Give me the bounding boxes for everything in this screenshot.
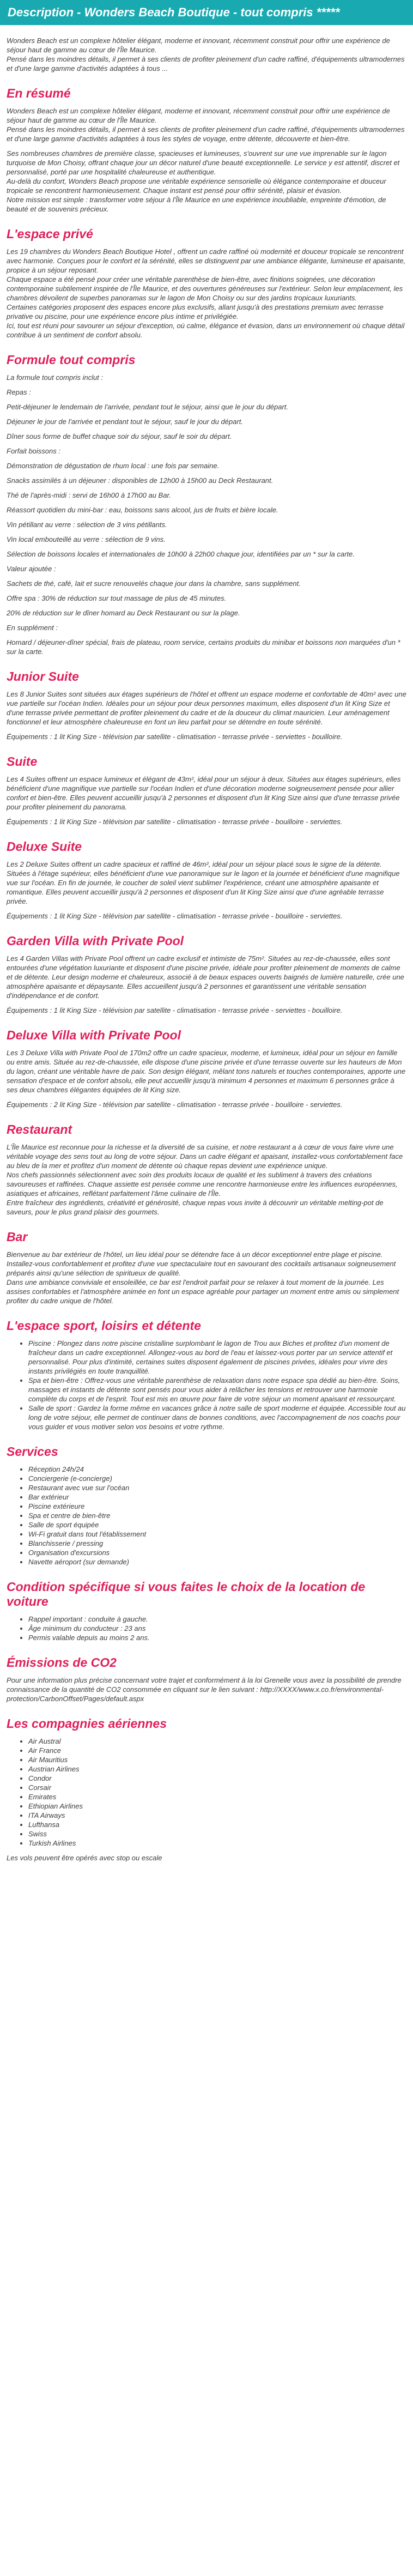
section-paragraph <box>7 402 406 412</box>
section-paragraph <box>7 579 406 588</box>
content <box>0 36 413 1863</box>
airline-item: • Emirates <box>28 1792 406 1801</box>
paragraph-line: Les 2 Deluxe Suites offrent un cadre spacieux et raffiné de 46m², idéal pour un séjour placé sous le signe de la détente. Situées à l'étage supérieur, elles bénéficient d'une vue panoramique sur le lagon et la journée et bénéficient d'une magnifique vue sur l'océan. En fin de journée, le coucher de soleil vient sublimer l'expérience, créant une atmosphère apaisante et romantique. Elles peuvent accueillir jusqu'à 2 personnes et disposent d'un lit King Size ainsi que d'une agréable terrasse privée. <box>7 860 400 905</box>
paragraph-line: Démonstration de dégustation de rhum local : une fois par semaine. <box>7 462 220 470</box>
section-heading: Restaurant <box>7 1122 72 1136</box>
service-item: • Organisation d'excursions <box>28 1548 406 1557</box>
paragraph-line: Certaines catégories proposent des espaces encore plus exclusifs, allant jusqu'à des prestations premium avec terrasse privative ou piscine, pour une expérience encore plus intime et privilégiée. <box>7 303 384 321</box>
section-paragraph <box>7 690 406 727</box>
paragraph-line: Les 19 chambres du Wonders Beach Boutique Hotel , offrent un cadre raffiné où modernité et douceur tropicale se rencontrent avec harmonie. Conçues pour le confort et la sérénité, elles se distinguent par une ambiance élégante, lumineuse et apaisante, propice à un séjour reposant. <box>7 247 406 274</box>
section-paragraph <box>7 1100 406 1109</box>
paragraph-line: Offre spa : 30% de réduction sur tout massage de plus de 45 minutes. <box>7 594 227 602</box>
airline-item: • Ethiopian Airlines <box>28 1801 406 1811</box>
paragraph-line: Repas : <box>7 388 31 396</box>
section-paragraph <box>7 149 406 214</box>
airlines-heading: Les compagnies aériennes <box>7 1716 167 1731</box>
section-paragraph <box>7 476 406 485</box>
section-paragraph <box>7 1006 406 1015</box>
paragraph-line: Homard / déjeuner-dîner spécial, frais de plateau, room service, certains produits du minibar et boissons non marquées d'un * sur la carte. <box>7 638 400 656</box>
conditions-heading: Condition spécifique si vous faites le choix de la location de voiture <box>7 1580 366 1609</box>
service-item: • Navette aéroport (sur demande) <box>28 1557 406 1567</box>
section-heading: Garden Villa with Private Pool <box>7 934 184 948</box>
airline-item: • Corsair <box>28 1783 406 1792</box>
paragraph-line: Chaque espace a été pensé pour créer une véritable parenthèse de bien-être, avec finitions soignées, une décoration contemporaine subtilement inspirée de l'Île Maurice, et des ouvertures généreuses sur l'extérieur. Selon leur emplacement, les chambres dévoilent de superbes panoramas sur le lagon de Mon Choisy ou sur des jardins tropicaux luxuriants. <box>7 275 403 302</box>
section-paragraph <box>7 1250 406 1305</box>
service-item: • Conciergerie (e-concierge) <box>28 1474 406 1483</box>
airline-item: • Air France <box>28 1746 406 1755</box>
paragraph-line: Ici, tout est réuni pour savourer un séjour d'exception, où calme, élégance et évasion, dans un environnement où chaque détail contribue à un sentiment de confort absolu. <box>7 322 405 339</box>
service-item: • Réception 24h/24 <box>28 1465 406 1474</box>
section-paragraph <box>7 417 406 426</box>
sports-item: • Spa et bien-être : Offrez-vous une véritable parenthèse de relaxation dans notre espace spa dédié au bien-être. Soins, massages et instants de détente sont pensés pour vous aider à relâcher les tensions et retrouver une harmonie complète du corps et de l'esprit. Tout est mis en œuvre pour faire de votre séjour un moment apaisant et ressourçant. <box>28 1376 406 1404</box>
condition-item: • Rappel important : conduite à gauche. <box>28 1614 406 1624</box>
paragraph-line: Ses nombreuses chambres de première classe, spacieuses et lumineuses, s'ouvrent sur une vue imprenable sur le lagon turquoise de Mon Choisy, offrant chaque jour un décor naturel d'une beauté exceptionnelle. Le service y est attentif, discret et personnalisé, porté par une hospitalité chaleureuse et authentique. <box>7 149 400 176</box>
section-paragraph <box>7 732 406 741</box>
section-paragraph <box>7 564 406 573</box>
paragraph-line: Réassort quotidien du mini-bar : eau, boissons sans alcool, jus de fruits et bière locale. <box>7 506 278 514</box>
airline-item: • Air Mauritius <box>28 1755 406 1764</box>
section-paragraph <box>7 461 406 470</box>
service-item: • Restaurant avec vue sur l'océan <box>28 1483 406 1492</box>
paragraph-line: Vin pétillant au verre : sélection de 3 vins pétillants. <box>7 521 167 529</box>
section-paragraph <box>7 373 406 382</box>
paragraph-line: L'Île Maurice est reconnue pour la richesse et la diversité de sa cuisine, et notre restaurant a à cœur de vous faire vivre une véritable voyage des sens tout au long de votre séjour. Dans un cadre élégant et apaisant, installez-vous confortablement face au bleu de la mer et profitez d'un moment de détente où chaque repas devient une expérience unique. <box>7 1143 403 1170</box>
paragraph-line: Équipements : 1 lit King Size - télévision par satellite - climatisation - terrasse privée - bouilloire - serviettes. <box>7 912 343 920</box>
section-paragraph <box>7 388 406 397</box>
airline-item: • Swiss <box>28 1829 406 1839</box>
service-item: • Bar extérieur <box>28 1492 406 1502</box>
section-heading: Bar <box>7 1230 28 1244</box>
sports-list <box>7 1339 406 1431</box>
section-paragraph <box>7 505 406 515</box>
section-heading: En résumé <box>7 86 71 100</box>
section-paragraph <box>7 594 406 603</box>
paragraph-line: Snacks assimilés à un déjeuner : disponibles de 12h00 à 15h00 au Deck Restaurant. <box>7 476 274 485</box>
section-paragraph <box>7 1142 406 1217</box>
section-paragraph <box>7 860 406 906</box>
section-paragraph <box>7 775 406 812</box>
section-heading: Deluxe Villa with Private Pool <box>7 1028 181 1042</box>
paragraph-line: Sachets de thé, café, lait et sucre renouvelés chaque jour dans la chambre, sans supplément. <box>7 579 301 588</box>
airlines-list <box>7 1737 406 1848</box>
service-item: • Spa et centre de bien-être <box>28 1511 406 1520</box>
service-item: • Salle de sport équipée <box>28 1520 406 1529</box>
sections <box>7 86 406 1305</box>
paragraph-line: Dîner sous forme de buffet chaque soir du séjour, sauf le soir du départ. <box>7 432 232 440</box>
paragraph-line: Équipements : 1 lit King Size - télévision par satellite - climatisation - terrasse privée - bouilloire - serviettes. <box>7 818 343 826</box>
paragraph-line: Équipements : 1 lit King Size - télévision par satellite - climatisation - terrasse privée - serviettes - bouilloire. <box>7 1006 343 1014</box>
airline-item: • Condor <box>28 1774 406 1783</box>
section-heading: Suite <box>7 754 38 769</box>
condition-item: • Permis valable depuis au moins 2 ans. <box>28 1633 406 1642</box>
paragraph-line: Déjeuner le jour de l'arrivée et pendant tout le séjour, sauf le jour du départ. <box>7 418 243 426</box>
section-paragraph <box>7 623 406 632</box>
sports-item: • Salle de sport : Gardez la forme même en vacances grâce à notre salle de sport moderne et équipée. Accessible tout au long de votre séjour, elle permet de continuer dans de bonnes conditions, avec l'accompagnement de nos coachs pour vous guider et vous motiver selon vos besoins et votre rythme. <box>28 1404 406 1431</box>
paragraph-line: Les 8 Junior Suites sont situées aux étages supérieurs de l'hôtel et offrent un espace moderne et confortable de 40m² avec une vue partielle sur l'océan Indien. Idéales pour un séjour pour deux personnes maximum, elles disposent d'un lit King Size et d'une terrasse privée permettant de profiter pleinement du cadre et de la douceur du climat mauricien. Leur aménagement fonctionnel et leur atmosphère chaleureuse en font un lieu parfait pour se détendre en toute sérénité. <box>7 690 406 726</box>
paragraph-line: Bienvenue au bar extérieur de l'hôtel, un lieu idéal pour se détendre face à un décor exceptionnel entre plage et piscine. Installez-vous confortablement et profitez d'une vue spectaculaire tout en savourant des cocktails artisanaux soigneusement préparés ainsi qu'une sélection de spiritueux de qualité. <box>7 1250 396 1277</box>
conditions-list <box>7 1614 406 1642</box>
paragraph-line: 20% de réduction sur le dîner homard au Deck Restaurant ou sur la plage. <box>7 609 240 617</box>
section-paragraph <box>7 446 406 456</box>
paragraph-line: Petit-déjeuner le lendemain de l'arrivée, pendant tout le séjour, ainsi que le jour du départ. <box>7 403 289 411</box>
section-paragraph <box>7 911 406 921</box>
section-heading: Junior Suite <box>7 669 79 684</box>
airline-item: • Austrian Airlines <box>28 1764 406 1774</box>
section-paragraph <box>7 817 406 826</box>
sports-item: • Piscine : Plongez dans notre piscine cristalline surplombant le lagon de Trou aux Biches et profitez d'un moment de fraîcheur dans un cadre exceptionnel. Allongez-vous au bord de l'eau et laissez-vous porter par un service attentif et personnalisé. Pour plus d'intimité, certaines suites disposent également de piscines privées, idéales pour vivre des instants privilégiés en toute tranquillité. <box>28 1339 406 1376</box>
paragraph-line: Vin local embouteillé au verre : sélection de 9 vins. <box>7 535 166 543</box>
section-paragraph <box>7 954 406 1000</box>
section-paragraph <box>7 106 406 143</box>
section-heading: L'espace privé <box>7 227 93 241</box>
section-paragraph <box>7 491 406 500</box>
page-title: Description - Wonders Beach Boutique - tout compris ***** <box>0 0 413 25</box>
section-paragraph <box>7 549 406 559</box>
intro-line: Pensé dans les moindres détails, il permet à ses clients de profiter pleinement d'un cadre raffiné, d'équipements ultramodernes et d'une large gamme d'activités adaptées à tous ... <box>7 55 405 72</box>
paragraph-line: Nos chefs passionnés sélectionnent avec soin des produits locaux de qualité et les subliment à travers des créations savoureuses et raffinées. Chaque assiette est pensée comme une rencontre harmonieuse entre les influences européennes, asiatiques et africaines, reflétant parfaitement l'âme culinaire de l'Île. <box>7 1171 398 1198</box>
section-paragraph <box>7 535 406 544</box>
paragraph-line: Thé de l'après-midi : servi de 16h00 à 17h00 au Bar. <box>7 491 171 499</box>
paragraph-line: Les 3 Deluxe Villa with Private Pool de 170m2 offre un cadre spacieux, moderne, et lumineux, idéal pour un séjour en famille ou entre amis. Située au rez-de-chaussée, elle dispose d'une piscine privée et d'une terrasse ouverte sur les hauteurs de Mon du lagon, créant une véritable havre de paix. Son design élégant, mêlant tons naturels et touches contemporaines, apporte une sensation d'espace et de confort absolu, elle peut accueillir jusqu'à minimum 4 personnes et maximum 6 personnes grâce à ses deux chambres élégantes équipées de lit King size. <box>7 1049 406 1094</box>
service-item: • Piscine extérieure <box>28 1502 406 1511</box>
paragraph-line: Wonders Beach est un complexe hôtelier élégant, moderne et innovant, récemment construit pour offrir une expérience de séjour haut de gamme au cœur de l'Île Maurice. <box>7 107 390 124</box>
section-paragraph <box>7 638 406 656</box>
paragraph-line: La formule tout compris inclut : <box>7 373 104 382</box>
section-heading: Deluxe Suite <box>7 839 82 854</box>
paragraph-line: Forfait boissons : <box>7 447 60 455</box>
section-paragraph <box>7 608 406 618</box>
airlines-footer: Les vols peuvent être opérés avec stop ou escale <box>7 1854 162 1862</box>
co2-heading: Émissions de CO2 <box>7 1655 117 1670</box>
section-heading: Formule tout compris <box>7 353 136 367</box>
paragraph-line: Entre fraîcheur des ingrédients, créativité et générosité, chaque repas vous invite à découvrir un véritable melting-pot de saveurs, pour le plus grand plaisir des gourmets. <box>7 1199 384 1216</box>
airline-item: • Air Austral <box>28 1737 406 1746</box>
sports-heading: L'espace sport, loisirs et détente <box>7 1319 201 1333</box>
paragraph-line: Les 4 Suites offrent un espace lumineux et élégant de 43m², idéal pour un séjour à deux. Situées aux étages supérieurs, elles bénéficient d'une magnifique vue partielle sur l'océan Indien et d'une décoration moderne soigneusement pensée pour allier confort et bien-être. Elles peuvent accueillir jusqu'à 2 personnes et disposent d'un lit King Size ainsi que d'une terrasse privée pour profiter pleinement du panorama. <box>7 775 401 811</box>
airline-item: • Lufthansa <box>28 1820 406 1829</box>
service-item: • Wi-Fi gratuit dans tout l'établissement <box>28 1529 406 1539</box>
paragraph-line: Équipements : 1 lit King Size - télévision par satellite - climatisation - terrasse privée - serviettes - bouilloire. <box>7 733 343 741</box>
section-paragraph <box>7 1048 406 1095</box>
services-heading: Services <box>7 1444 58 1459</box>
section-paragraph <box>7 520 406 529</box>
condition-item: • Âge minimum du conducteur : 23 ans <box>28 1624 406 1633</box>
service-item: • Blanchisserie / pressing <box>28 1539 406 1548</box>
section-paragraph <box>7 432 406 441</box>
paragraph-line: Valeur ajoutée : <box>7 565 56 573</box>
intro-line: Wonders Beach est un complexe hôtelier élégant, moderne et innovant, récemment construit pour offrir une expérience de séjour haut de gamme au cœur de l'Île Maurice. <box>7 37 390 54</box>
airline-item: • ITA Airways <box>28 1811 406 1820</box>
airline-item: • Turkish Airlines <box>28 1839 406 1848</box>
paragraph-line: En supplément : <box>7 624 58 632</box>
paragraph-line: Au-delà du confort, Wonders Beach propose une véritable expérience sensorielle où élégance contemporaine et douceur tropicale se rencontrent harmonieusement. Chaque instant est pensé pour offrir sérénité, plaisir et évasion. <box>7 177 386 195</box>
section-paragraph <box>7 247 406 340</box>
paragraph-line: Dans une ambiance conviviale et ensoleillée, ce bar est l'endroit parfait pour se relaxer à tout moment de la journée. Les assises confortables et l'atmosphère animée en font un espace agréable pour partager un moment entre amis ou simplement profiter du cadre unique de l'hôtel. <box>7 1278 399 1305</box>
paragraph-line: Sélection de boissons locales et internationales de 10h00 à 22h00 chaque jour, identifiées par un * sur la carte. <box>7 550 355 558</box>
paragraph-line: Pensé dans les moindres détails, il permet à ses clients de profiter pleinement d'un cadre raffiné, d'équipements ultramodernes et d'une large gamme d'activités adaptées à tous les styles de voyage, entre détente, découverte et bien-être. <box>7 125 405 143</box>
intro-text <box>7 36 406 73</box>
paragraph-line: Les 4 Garden Villas with Private Pool offrent un cadre exclusif et intimiste de 75m². Situées au rez-de-chaussée, elles sont entourées d'une végétation luxuriante et disposent d'une piscine privée, idéale pour profiter pleinement de moments de calme et de détente. Leur design moderne et chaleureux, associé à de beaux espaces ouverts baignés de lumière naturelle, crée une atmosphère apaisante et dépaysante. Elles accueillent jusqu'à 2 personnes et garantissent une véritable sensation d'indépendance et de confort. <box>7 954 404 1000</box>
services-list <box>7 1465 406 1567</box>
paragraph-line: Équipements : 2 lit King Size - télévision par satellite - climatisation - terrasse privée - bouilloire - serviettes. <box>7 1100 343 1109</box>
paragraph-line: Notre mission est simple : transformer votre séjour à l'Île Maurice en une expérience inoubliable, empreinte d'émotion, de beauté et de souvenirs précieux. <box>7 196 386 213</box>
co2-text: Pour une information plus précise concernant votre trajet et conformément à la loi Grenelle vous avez la possibilité de prendre connaissance de la quantité de CO2 consommée en cliquant sur le lien suivant : http://XXXX/www.x.co.fr/environmental-protection/CarbonOffset/Pages/default.aspx <box>7 1676 402 1703</box>
